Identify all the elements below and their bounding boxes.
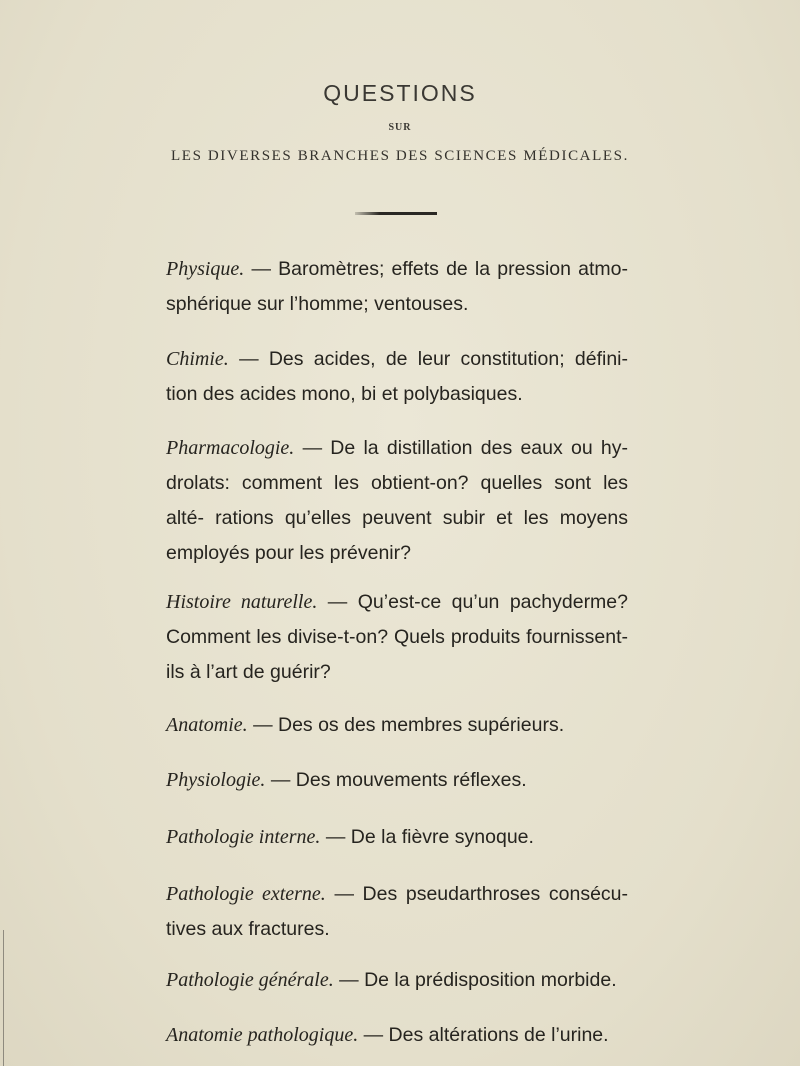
- section-physique: [166, 252, 628, 322]
- title-divider: [355, 212, 437, 215]
- section-text: — De la fièvre synoque.: [325, 826, 534, 848]
- section-label: Pathologie interne.: [166, 826, 321, 848]
- section-pathologie-generale: [166, 963, 628, 998]
- page-title-connector: SUR: [388, 122, 412, 133]
- section-pathologie-interne: [166, 820, 628, 855]
- section-text: — De la prédisposition morbide.: [339, 969, 617, 991]
- section-label: Pathologie générale.: [166, 969, 334, 991]
- section-label: Histoire naturelle.: [166, 591, 318, 613]
- section-physiologie: [166, 763, 628, 798]
- section-text: — Qu’est-ce qu’un pachyderme? Comment les divise-t-on? Quels produits fournissent- ils à l’art de guérir?: [166, 591, 628, 683]
- section-label: Anatomie pathologique.: [166, 1024, 359, 1046]
- section-pathologie-externe: [166, 877, 628, 947]
- section-chimie: [166, 342, 628, 412]
- section-label: Pharmacologie.: [166, 437, 295, 459]
- section-text: — Des pseudarthroses consécu- tives aux fractures.: [166, 883, 628, 940]
- section-text: — De la distillation des eaux ou hy- drolats: comment les obtient-on? quelles sont les alté- rations qu’elles peuvent subir et les moyens employés pour les prévenir?: [166, 437, 628, 564]
- page-title: QUESTIONS: [323, 80, 477, 106]
- section-label: Chimie.: [166, 348, 229, 370]
- section-label: Physiologie.: [166, 769, 266, 791]
- section-text: — Des acides, de leur constitution; défini- tion des acides mono, bi et polybasiques.: [166, 348, 628, 405]
- section-label: Pathologie externe.: [166, 883, 326, 905]
- section-text: — Des altérations de l’urine.: [363, 1024, 609, 1046]
- section-histoire-naturelle: [166, 585, 628, 690]
- section-anatomie-pathologique: [166, 1018, 628, 1053]
- section-anatomie: [166, 708, 628, 743]
- section-pharmacologie: [166, 431, 628, 571]
- section-text: — Des mouvements réflexes.: [270, 769, 527, 791]
- section-label: Physique.: [166, 258, 245, 280]
- page-edge-line: [3, 930, 4, 1066]
- section-text: — Baromètres; effets de la pression atmo- sphérique sur l’homme; ventouses.: [166, 258, 629, 315]
- page-subtitle: LES DIVERSES BRANCHES DES SCIENCES MÉDICALES.: [171, 148, 629, 164]
- section-label: Anatomie.: [166, 714, 248, 736]
- section-text: — Des os des membres supérieurs.: [253, 714, 565, 736]
